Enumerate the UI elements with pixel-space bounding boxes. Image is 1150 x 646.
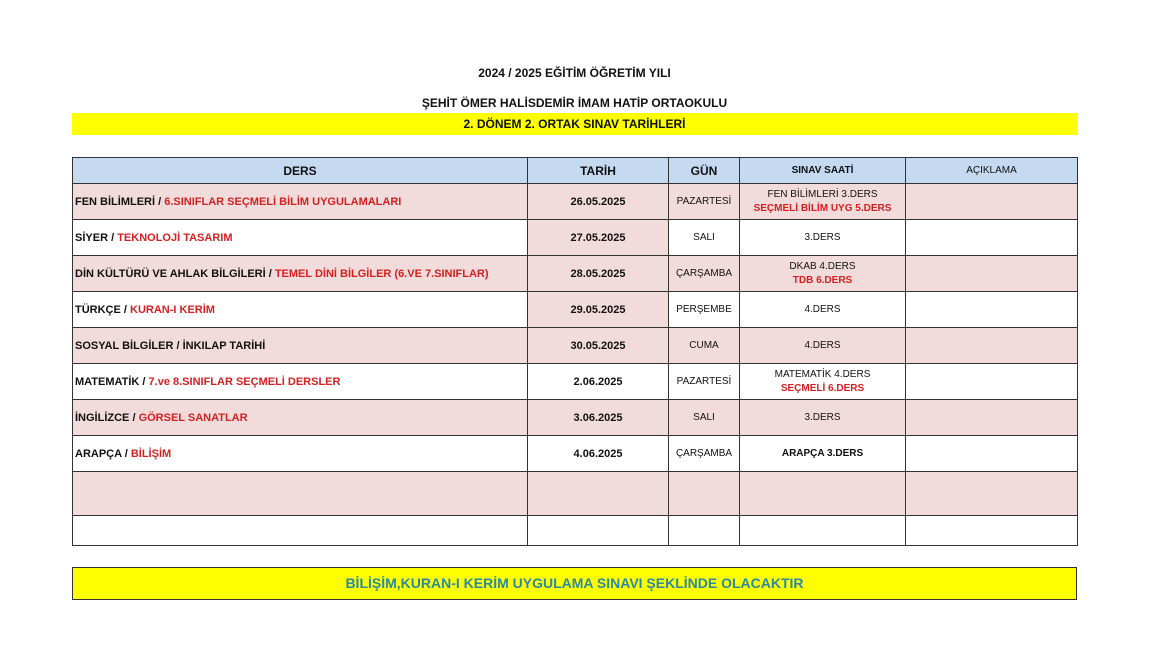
sinav-saati-main: FEN BİLİMLERİ 3.DERS (767, 188, 878, 200)
ders-main: ARAPÇA / (75, 447, 131, 460)
tarih-cell: 30.05.2025 (528, 328, 669, 364)
tarih-cell: 29.05.2025 (528, 292, 669, 328)
gun-cell: ÇARŞAMBA (669, 256, 740, 292)
school-name: ŞEHİT ÖMER HALİSDEMİR İMAM HATİP ORTAOKULU (421, 96, 728, 110)
column-header-ders: DERS (73, 158, 528, 184)
aciklama-cell (906, 256, 1078, 292)
tarih-cell: 26.05.2025 (528, 184, 669, 220)
ders-elective: KURAN-I KERİM (130, 303, 215, 316)
aciklama-cell (906, 436, 1078, 472)
exam-schedule-table (72, 157, 1078, 546)
table-row (73, 400, 1078, 436)
sinav-saati-cell (740, 364, 906, 400)
gun-cell: PERŞEMBE (669, 292, 740, 328)
ders-cell (73, 256, 528, 292)
exam-schedule-subtitle: 2. DÖNEM 2. ORTAK SINAV TARİHLERİ (72, 113, 1077, 135)
table-row (73, 436, 1078, 472)
column-header-sinav-saati: SINAV SAATİ (740, 158, 906, 184)
sinav-saati-cell (740, 328, 906, 364)
aciklama-cell (906, 328, 1078, 364)
ders-elective: 7.ve 8.SINIFLAR SEÇMELİ DERSLER (148, 375, 341, 388)
gun-cell: PAZARTESİ (669, 184, 740, 220)
ders-elective: TEKNOLOJİ TASARIM (117, 231, 233, 244)
ders-main: İNGİLİZCE / (75, 411, 139, 424)
ders-cell (73, 220, 528, 256)
ders-main: DİN KÜLTÜRÜ VE AHLAK BİLGİLERİ / (75, 267, 275, 280)
sinav-saati-elective: SEÇMELİ BİLİM UYG 5.DERS (753, 202, 892, 214)
gun-cell (669, 516, 740, 546)
tarih-cell: 27.05.2025 (528, 220, 669, 256)
gun-cell: PAZARTESİ (669, 364, 740, 400)
column-header-tarih: TARİH (528, 158, 669, 184)
table-row (73, 292, 1078, 328)
sinav-saati-main: 4.DERS (804, 303, 841, 315)
table-row (73, 328, 1078, 364)
ders-main: MATEMATİK / (75, 375, 149, 388)
sinav-saati-elective: TDB 6.DERS (792, 274, 853, 286)
ders-elective: GÖRSEL SANATLAR (138, 411, 248, 424)
sinav-saati-elective: SEÇMELİ 6.DERS (780, 382, 865, 394)
sinav-saati-main: DKAB 4.DERS (789, 260, 856, 272)
table-row (73, 220, 1078, 256)
gun-cell: ÇARŞAMBA (669, 436, 740, 472)
gun-cell: SALI (669, 400, 740, 436)
tarih-cell: 2.06.2025 (528, 364, 669, 400)
ders-main: FEN BİLİMLERİ / (75, 195, 165, 208)
sinav-saati-cell (740, 516, 906, 546)
sinav-saati-cell (740, 472, 906, 516)
aciklama-cell (906, 184, 1078, 220)
table-row (73, 472, 1078, 516)
column-header-aciklama: AÇIKLAMA (906, 158, 1078, 184)
aciklama-cell (906, 220, 1078, 256)
sinav-saati-cell (740, 292, 906, 328)
ders-main: SOSYAL BİLGİLER / İNKILAP TARİHİ (75, 339, 266, 352)
sinav-saati-main: MATEMATİK 4.DERS (774, 368, 871, 380)
ders-cell (73, 184, 528, 220)
gun-cell: SALI (669, 220, 740, 256)
column-header-gun: GÜN (669, 158, 740, 184)
sinav-saati-cell (740, 436, 906, 472)
tarih-cell: 4.06.2025 (528, 436, 669, 472)
aciklama-cell (906, 516, 1078, 546)
tarih-cell: 28.05.2025 (528, 256, 669, 292)
sinav-saati-main: 4.DERS (804, 339, 841, 351)
ders-cell (73, 472, 528, 516)
tarih-cell (528, 516, 669, 546)
aciklama-cell (906, 400, 1078, 436)
sinav-saati-cell (740, 220, 906, 256)
academic-year-title: 2024 / 2025 EĞİTİM ÖĞRETİM YILI (478, 66, 671, 80)
ders-elective: BİLİŞİM (130, 447, 172, 460)
sinav-saati-main: 3.DERS (804, 231, 841, 243)
ders-main: TÜRKÇE / (75, 303, 130, 316)
ders-elective: TEMEL DİNİ BİLGİLER (6.VE 7.SINIFLAR) (274, 267, 489, 280)
gun-cell: CUMA (669, 328, 740, 364)
table-row (73, 516, 1078, 546)
sinav-saati-cell (740, 184, 906, 220)
sinav-saati-cell (740, 400, 906, 436)
sinav-saati-main: ARAPÇA 3.DERS (781, 447, 864, 459)
ders-cell (73, 400, 528, 436)
tarih-cell (528, 472, 669, 516)
sinav-saati-main: 3.DERS (804, 411, 841, 423)
tarih-cell: 3.06.2025 (528, 400, 669, 436)
ders-cell (73, 292, 528, 328)
table-header-row (73, 158, 1078, 184)
aciklama-cell (906, 472, 1078, 516)
table-row (73, 184, 1078, 220)
ders-cell (73, 328, 528, 364)
table-row (73, 256, 1078, 292)
aciklama-cell (906, 292, 1078, 328)
table-row (73, 364, 1078, 400)
ders-cell (73, 516, 528, 546)
ders-cell (73, 436, 528, 472)
exam-note-banner: BİLİŞİM,KURAN-I KERİM UYGULAMA SINAVI ŞEKLİNDE OLACAKTIR (72, 567, 1077, 600)
gun-cell (669, 472, 740, 516)
sinav-saati-cell (740, 256, 906, 292)
ders-elective: 6.SINIFLAR SEÇMELİ BİLİM UYGULAMALARI (164, 195, 402, 208)
ders-main: SİYER / (75, 231, 118, 244)
aciklama-cell (906, 364, 1078, 400)
ders-cell (73, 364, 528, 400)
